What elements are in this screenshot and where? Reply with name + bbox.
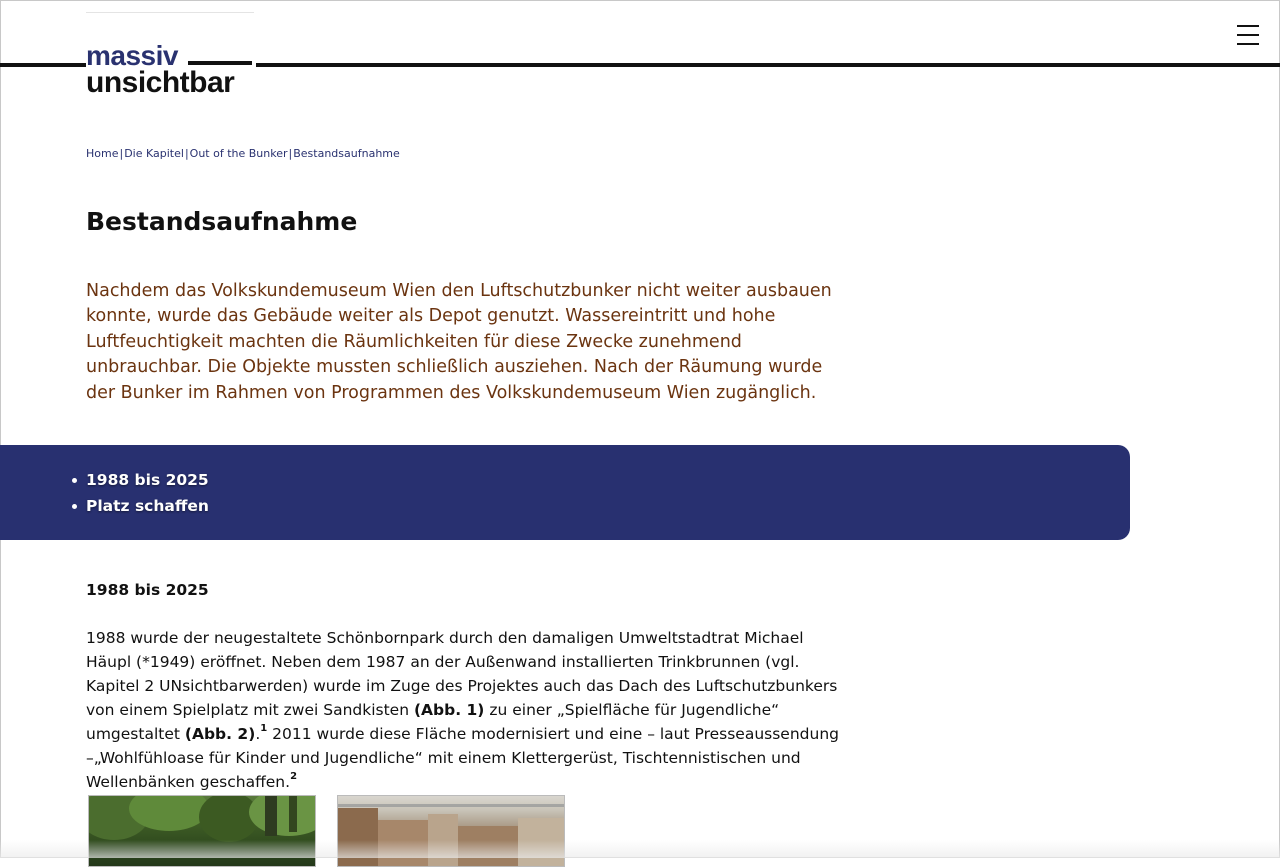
breadcrumb-home[interactable]: Home	[86, 147, 119, 160]
logo-underline-bar	[188, 61, 252, 65]
section-body-text	[86, 626, 846, 794]
page-title: Bestandsaufnahme	[86, 207, 358, 236]
breadcrumb-separator: |	[288, 147, 293, 160]
figure-ref-abb-1: (Abb. 1)	[413, 701, 485, 719]
breadcrumb-current-page[interactable]: Bestandsaufnahme	[293, 147, 400, 160]
body-text-part: 1988 wurde der neugestaltete Schönbornpark durch den damaligen Umweltstadtrat Michael Häupl (*1949) eröffnet. Neben dem 1987 an der Außenwand installierten Trinkbrunnen (vgl. Kapitel 2 UNsichtbarwerden) wurde im Zuge des Projektes auch das Dach des Luftschutzbunkers von einem Spielplatz mit zwei Sandkisten	[86, 629, 838, 719]
intro-paragraph: Nachdem das Volkskundemuseum Wien den Luftschutzbunker nicht weiter ausbauen konnte, wurde das Gebäude weiter als Depot genutzt. Wassereintritt und hohe Luftfeuchtigkeit machten die Räumlichkeiten für diese Zwecke zunehmend unbrauchbar. Die Objekte mussten schließlich ausziehen. Nach der Räumung wurde der Bunker im Rahmen von Programmen des Volkskundemuseum Wien zugänglich.	[86, 281, 832, 403]
figure-ref-abb-2: (Abb. 2)	[184, 725, 256, 743]
breadcrumb	[86, 147, 400, 160]
toc-item-platz-schaffen[interactable]: Platz schaffen	[86, 493, 209, 519]
section-heading: 1988 bis 2025	[86, 581, 209, 599]
hamburger-menu-icon[interactable]	[1237, 23, 1259, 47]
site-logo[interactable]	[86, 12, 256, 98]
breadcrumb-die-kapitel[interactable]: Die Kapitel	[124, 147, 184, 160]
logo-line-unsichtbar: unsichtbar	[86, 66, 235, 99]
figure-abb-2-city-image[interactable]	[337, 795, 565, 867]
body-text-part: zu einer „Spielfläche für Jugendliche“ umgestaltet	[86, 701, 780, 743]
table-of-contents	[0, 445, 1130, 540]
body-text-part: 2011 wurde diese Fläche modernisiert und eine – laut Presseaussendung –„Wohlfühloase für Kinder und Jugendliche“ mit einem Klettergerüst, Tischtennistischen und Wellenbänken geschaffen.	[86, 725, 839, 791]
logo-top-rule	[86, 12, 254, 13]
breadcrumb-out-of-the-bunker[interactable]: Out of the Bunker	[189, 147, 288, 160]
logo-line-massiv: massiv	[86, 40, 178, 71]
footnote-ref-1[interactable]: 1	[260, 723, 268, 734]
toc-item-1988-bis-2025[interactable]: 1988 bis 2025	[86, 467, 209, 493]
figure-abb-1-park-image[interactable]	[88, 795, 316, 867]
breadcrumb-separator: |	[184, 147, 189, 160]
breadcrumb-separator: |	[119, 147, 124, 160]
body-text-part: .	[255, 725, 261, 743]
footnote-ref-2[interactable]: 2	[290, 771, 298, 782]
